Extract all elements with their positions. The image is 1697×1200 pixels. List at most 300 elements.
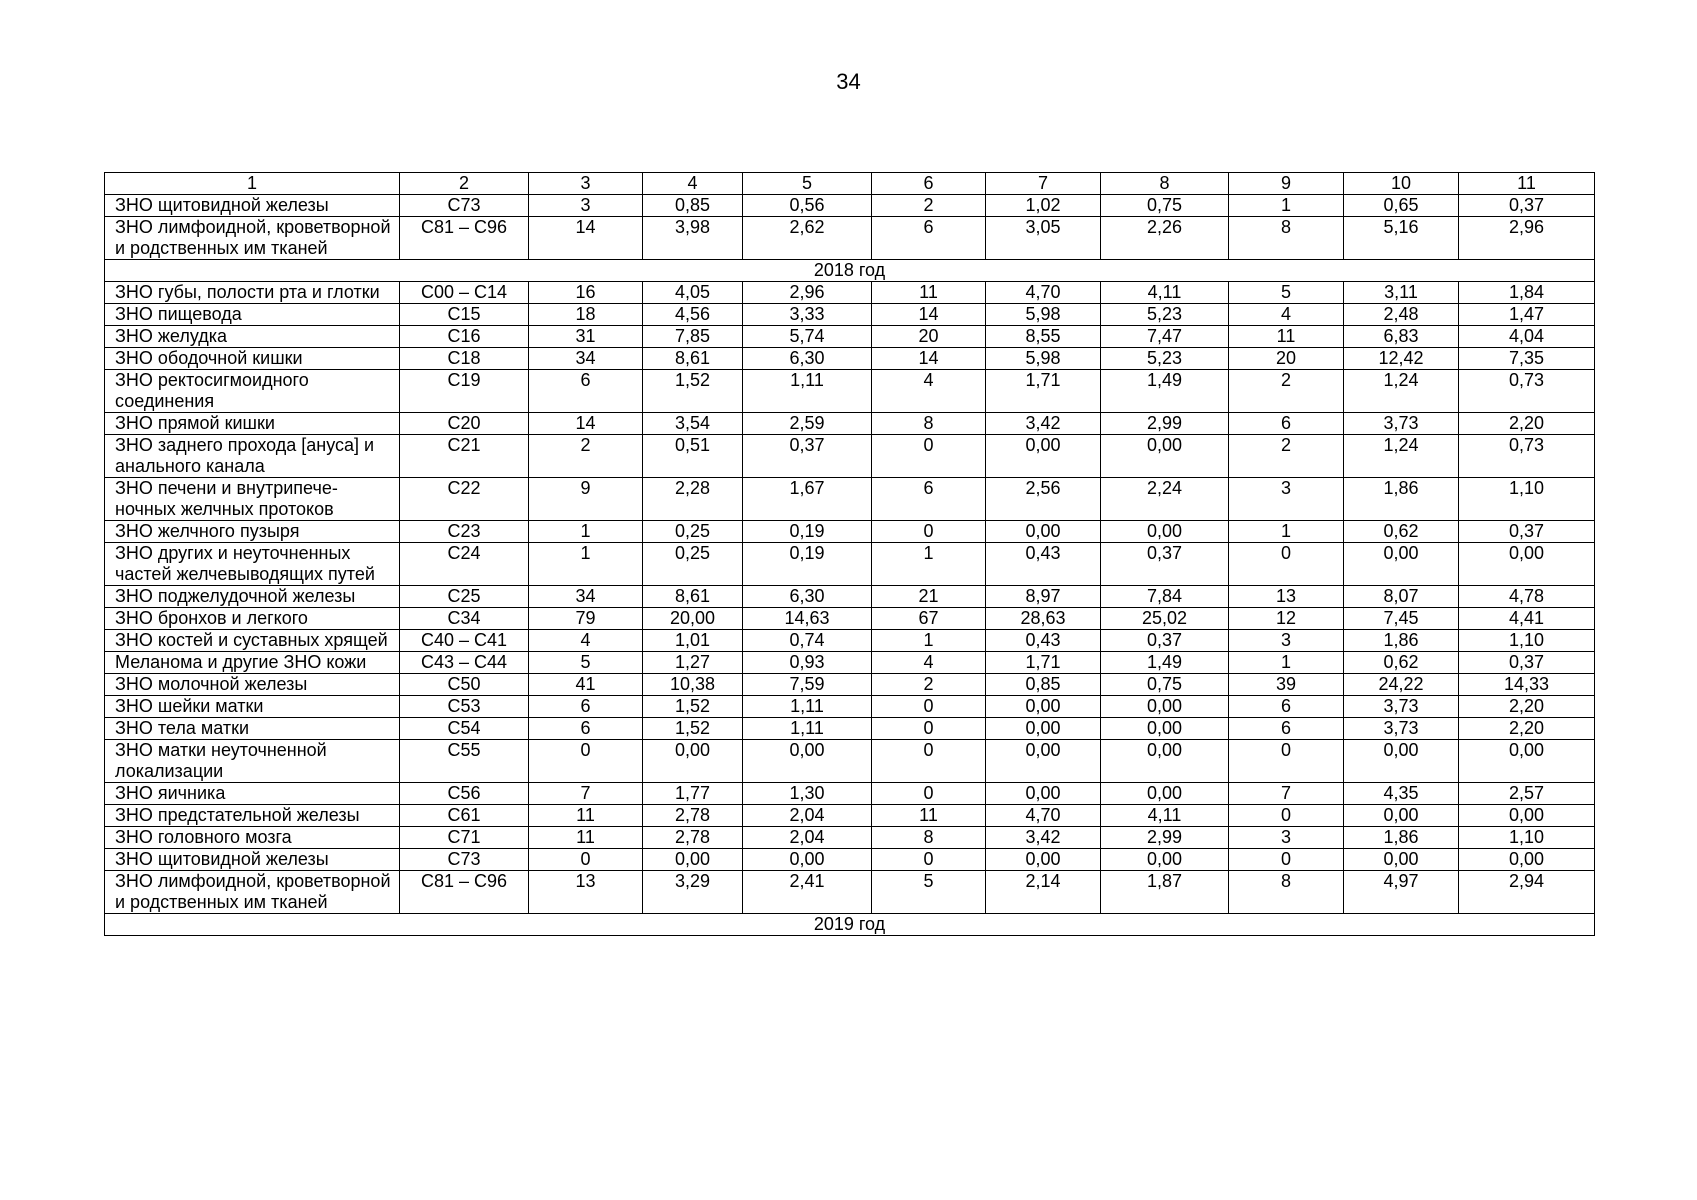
cell-name: ЗНО шейки матки (105, 696, 400, 718)
cell-col11: 2,57 (1459, 783, 1595, 805)
cell-col8: 5,23 (1101, 304, 1229, 326)
cell-code: C20 (400, 413, 529, 435)
cell-col7: 0,43 (986, 543, 1101, 586)
cell-code: C19 (400, 370, 529, 413)
cell-col3: 6 (529, 370, 643, 413)
cell-col5: 2,04 (743, 805, 872, 827)
cell-col4: 0,25 (643, 543, 743, 586)
cell-col6: 0 (872, 696, 986, 718)
cell-col5: 6,30 (743, 348, 872, 370)
cell-col10: 1,86 (1344, 478, 1459, 521)
cell-col9: 7 (1229, 783, 1344, 805)
cell-col7: 3,42 (986, 413, 1101, 435)
cell-col6: 4 (872, 370, 986, 413)
cell-col6: 8 (872, 827, 986, 849)
cell-col7: 8,97 (986, 586, 1101, 608)
cell-col8: 0,00 (1101, 521, 1229, 543)
cell-col5: 0,19 (743, 521, 872, 543)
cell-col6: 0 (872, 849, 986, 871)
cell-col9: 1 (1229, 652, 1344, 674)
cell-col7: 5,98 (986, 304, 1101, 326)
cell-col8: 0,00 (1101, 849, 1229, 871)
cell-col4: 1,52 (643, 370, 743, 413)
cell-col11: 2,20 (1459, 718, 1595, 740)
cell-col11: 2,20 (1459, 413, 1595, 435)
cell-col5: 2,04 (743, 827, 872, 849)
table-row (105, 827, 1595, 849)
table-row (105, 805, 1595, 827)
cell-col6: 0 (872, 435, 986, 478)
cell-col9: 0 (1229, 740, 1344, 783)
cell-col7: 2,14 (986, 871, 1101, 914)
column-number-1: 1 (105, 173, 400, 195)
cell-code: C56 (400, 783, 529, 805)
cell-col9: 8 (1229, 871, 1344, 914)
cell-name: ЗНО ободочной кишки (105, 348, 400, 370)
cell-col3: 7 (529, 783, 643, 805)
cell-col5: 0,74 (743, 630, 872, 652)
cell-col8: 5,23 (1101, 348, 1229, 370)
cell-col3: 11 (529, 805, 643, 827)
cell-col4: 3,98 (643, 217, 743, 260)
cell-col10: 1,24 (1344, 435, 1459, 478)
cell-col9: 1 (1229, 195, 1344, 217)
cell-name: ЗНО лимфоидной, кроветворной и родственных им тканей (105, 871, 400, 914)
cell-col10: 3,11 (1344, 282, 1459, 304)
cell-col7: 0,00 (986, 718, 1101, 740)
cell-code: C15 (400, 304, 529, 326)
cell-col4: 4,56 (643, 304, 743, 326)
cell-col9: 11 (1229, 326, 1344, 348)
cell-col6: 1 (872, 630, 986, 652)
table-row (105, 304, 1595, 326)
cell-col6: 5 (872, 871, 986, 914)
cell-col10: 4,35 (1344, 783, 1459, 805)
cell-col4: 8,61 (643, 586, 743, 608)
cell-name: ЗНО предстательной железы (105, 805, 400, 827)
cell-col8: 25,02 (1101, 608, 1229, 630)
cell-col10: 0,62 (1344, 652, 1459, 674)
cell-col3: 79 (529, 608, 643, 630)
cell-col3: 16 (529, 282, 643, 304)
cell-col4: 0,00 (643, 740, 743, 783)
cell-col8: 2,99 (1101, 413, 1229, 435)
cell-code: C71 (400, 827, 529, 849)
cell-col11: 4,78 (1459, 586, 1595, 608)
cell-col3: 14 (529, 413, 643, 435)
cell-col9: 5 (1229, 282, 1344, 304)
table-row (105, 849, 1595, 871)
cell-col6: 11 (872, 282, 986, 304)
cell-col4: 3,54 (643, 413, 743, 435)
cell-col4: 1,27 (643, 652, 743, 674)
cell-col5: 1,67 (743, 478, 872, 521)
column-number-4: 4 (643, 173, 743, 195)
cell-code: C24 (400, 543, 529, 586)
table-row (105, 674, 1595, 696)
cell-col8: 2,24 (1101, 478, 1229, 521)
column-number-5: 5 (743, 173, 872, 195)
cell-col7: 0,00 (986, 783, 1101, 805)
table-row (105, 696, 1595, 718)
cell-name: ЗНО молочной железы (105, 674, 400, 696)
cell-col7: 5,98 (986, 348, 1101, 370)
cell-col9: 0 (1229, 543, 1344, 586)
cell-col5: 0,56 (743, 195, 872, 217)
cell-col9: 4 (1229, 304, 1344, 326)
cell-col5: 1,11 (743, 696, 872, 718)
cell-code: C00 – C14 (400, 282, 529, 304)
cell-col11: 0,00 (1459, 740, 1595, 783)
column-number-9: 9 (1229, 173, 1344, 195)
cell-col6: 21 (872, 586, 986, 608)
cell-col6: 2 (872, 674, 986, 696)
cell-col10: 1,86 (1344, 827, 1459, 849)
cell-name: Меланома и другие ЗНО кожи (105, 652, 400, 674)
cell-col10: 24,22 (1344, 674, 1459, 696)
cell-col4: 0,25 (643, 521, 743, 543)
cell-col6: 67 (872, 608, 986, 630)
cell-col10: 3,73 (1344, 718, 1459, 740)
cell-code: C50 (400, 674, 529, 696)
cell-col9: 0 (1229, 805, 1344, 827)
cell-col5: 2,41 (743, 871, 872, 914)
cell-name: ЗНО лимфоидной, кроветворной и родственных им тканей (105, 217, 400, 260)
cell-col4: 20,00 (643, 608, 743, 630)
column-number-11: 11 (1459, 173, 1595, 195)
column-number-3: 3 (529, 173, 643, 195)
cell-name: ЗНО головного мозга (105, 827, 400, 849)
cell-col9: 39 (1229, 674, 1344, 696)
column-number-6: 6 (872, 173, 986, 195)
cell-col4: 2,78 (643, 805, 743, 827)
cell-col3: 6 (529, 718, 643, 740)
cell-col7: 4,70 (986, 282, 1101, 304)
cell-col8: 2,99 (1101, 827, 1229, 849)
cell-col6: 0 (872, 783, 986, 805)
cell-code: C73 (400, 849, 529, 871)
column-number-7: 7 (986, 173, 1101, 195)
table-row (105, 783, 1595, 805)
cell-name: ЗНО щитовидной железы (105, 849, 400, 871)
cell-name: ЗНО заднего прохода [ануса] и анального канала (105, 435, 400, 478)
cell-col10: 0,65 (1344, 195, 1459, 217)
cell-name: ЗНО костей и суставных хрящей (105, 630, 400, 652)
cell-col8: 0,00 (1101, 435, 1229, 478)
cell-col7: 0,00 (986, 435, 1101, 478)
cell-col11: 0,00 (1459, 849, 1595, 871)
cell-col5: 1,11 (743, 718, 872, 740)
cell-col6: 11 (872, 805, 986, 827)
cell-col10: 0,62 (1344, 521, 1459, 543)
cell-col7: 0,00 (986, 740, 1101, 783)
cell-col4: 4,05 (643, 282, 743, 304)
cell-col10: 6,83 (1344, 326, 1459, 348)
cell-col8: 1,87 (1101, 871, 1229, 914)
cell-col9: 6 (1229, 718, 1344, 740)
cell-col10: 12,42 (1344, 348, 1459, 370)
cell-col8: 7,47 (1101, 326, 1229, 348)
cell-code: C43 – C44 (400, 652, 529, 674)
cell-col4: 7,85 (643, 326, 743, 348)
cell-col9: 2 (1229, 435, 1344, 478)
table-row (105, 608, 1595, 630)
cell-col10: 0,00 (1344, 805, 1459, 827)
cell-col4: 1,52 (643, 718, 743, 740)
cell-name: ЗНО пищевода (105, 304, 400, 326)
cell-col8: 1,49 (1101, 652, 1229, 674)
cell-col5: 6,30 (743, 586, 872, 608)
cell-col7: 3,42 (986, 827, 1101, 849)
cell-col5: 3,33 (743, 304, 872, 326)
column-number-2: 2 (400, 173, 529, 195)
cell-code: C22 (400, 478, 529, 521)
cell-col5: 1,11 (743, 370, 872, 413)
cell-code: C16 (400, 326, 529, 348)
cell-col4: 2,78 (643, 827, 743, 849)
cell-name: ЗНО щитовидной железы (105, 195, 400, 217)
cell-col5: 5,74 (743, 326, 872, 348)
cell-code: C18 (400, 348, 529, 370)
cell-col3: 11 (529, 827, 643, 849)
table-row (105, 282, 1595, 304)
cell-col10: 7,45 (1344, 608, 1459, 630)
cell-col6: 8 (872, 413, 986, 435)
cell-col10: 1,24 (1344, 370, 1459, 413)
cell-col11: 1,47 (1459, 304, 1595, 326)
cell-col11: 2,96 (1459, 217, 1595, 260)
cell-col4: 1,01 (643, 630, 743, 652)
cell-col5: 0,37 (743, 435, 872, 478)
cell-name: ЗНО матки неуточненной локализации (105, 740, 400, 783)
cell-col7: 3,05 (986, 217, 1101, 260)
cell-col5: 0,19 (743, 543, 872, 586)
cell-col6: 20 (872, 326, 986, 348)
cell-col3: 1 (529, 521, 643, 543)
cell-col9: 12 (1229, 608, 1344, 630)
cell-col11: 1,10 (1459, 630, 1595, 652)
cell-col7: 0,00 (986, 696, 1101, 718)
cell-col11: 0,00 (1459, 805, 1595, 827)
cell-col7: 1,71 (986, 652, 1101, 674)
cell-col8: 0,37 (1101, 630, 1229, 652)
cell-name: ЗНО яичника (105, 783, 400, 805)
cell-col4: 2,28 (643, 478, 743, 521)
cell-col4: 8,61 (643, 348, 743, 370)
year-label: 2018 год (105, 260, 1595, 282)
table-row (105, 652, 1595, 674)
cell-col4: 0,85 (643, 195, 743, 217)
cell-col9: 3 (1229, 630, 1344, 652)
cell-col4: 0,00 (643, 849, 743, 871)
cell-col8: 2,26 (1101, 217, 1229, 260)
cell-col3: 31 (529, 326, 643, 348)
cell-col6: 1 (872, 543, 986, 586)
cell-col10: 1,86 (1344, 630, 1459, 652)
cell-code: C81 – C96 (400, 871, 529, 914)
cell-col11: 2,94 (1459, 871, 1595, 914)
cell-col3: 34 (529, 348, 643, 370)
cell-col6: 2 (872, 195, 986, 217)
cell-col3: 34 (529, 586, 643, 608)
cell-col5: 0,00 (743, 740, 872, 783)
cell-col3: 41 (529, 674, 643, 696)
cell-col11: 0,73 (1459, 370, 1595, 413)
cell-col7: 1,02 (986, 195, 1101, 217)
table-row (105, 871, 1595, 914)
cell-col8: 0,00 (1101, 783, 1229, 805)
cell-col5: 0,00 (743, 849, 872, 871)
table-row (105, 718, 1595, 740)
cell-col10: 2,48 (1344, 304, 1459, 326)
cell-col7: 0,85 (986, 674, 1101, 696)
cell-col8: 1,49 (1101, 370, 1229, 413)
cell-name: ЗНО прямой кишки (105, 413, 400, 435)
cell-col8: 4,11 (1101, 282, 1229, 304)
cell-col3: 2 (529, 435, 643, 478)
cell-col8: 0,00 (1101, 696, 1229, 718)
page-number: 34 (836, 69, 861, 94)
cell-col6: 14 (872, 348, 986, 370)
cell-col8: 0,00 (1101, 718, 1229, 740)
cell-col10: 5,16 (1344, 217, 1459, 260)
cell-col3: 5 (529, 652, 643, 674)
cell-col4: 10,38 (643, 674, 743, 696)
cell-col5: 2,59 (743, 413, 872, 435)
cell-col9: 13 (1229, 586, 1344, 608)
cell-col11: 2,20 (1459, 696, 1595, 718)
cell-col6: 0 (872, 718, 986, 740)
cell-name: ЗНО губы, полости рта и глотки (105, 282, 400, 304)
cell-code: C81 – C96 (400, 217, 529, 260)
column-number-8: 8 (1101, 173, 1229, 195)
cell-col5: 0,93 (743, 652, 872, 674)
cell-col11: 0,37 (1459, 195, 1595, 217)
cell-code: C21 (400, 435, 529, 478)
cell-code: C34 (400, 608, 529, 630)
cell-col10: 3,73 (1344, 413, 1459, 435)
cell-col11: 0,73 (1459, 435, 1595, 478)
table-row (105, 586, 1595, 608)
cell-col11: 7,35 (1459, 348, 1595, 370)
cell-col3: 4 (529, 630, 643, 652)
cell-col9: 3 (1229, 478, 1344, 521)
cell-col6: 6 (872, 217, 986, 260)
table-row (105, 217, 1595, 260)
cell-code: C54 (400, 718, 529, 740)
cell-code: C23 (400, 521, 529, 543)
cell-code: C73 (400, 195, 529, 217)
cell-col3: 13 (529, 871, 643, 914)
cell-name: ЗНО желчного пузыря (105, 521, 400, 543)
table-row (105, 326, 1595, 348)
cell-col6: 0 (872, 740, 986, 783)
cell-col10: 0,00 (1344, 543, 1459, 586)
cell-col9: 20 (1229, 348, 1344, 370)
cell-col5: 14,63 (743, 608, 872, 630)
cell-name: ЗНО других и неуточненных частей желчевыводящих путей (105, 543, 400, 586)
table-row (105, 478, 1595, 521)
cell-col6: 14 (872, 304, 986, 326)
cell-col8: 7,84 (1101, 586, 1229, 608)
cell-col11: 0,00 (1459, 543, 1595, 586)
cell-col9: 8 (1229, 217, 1344, 260)
table-row (105, 348, 1595, 370)
cell-col6: 4 (872, 652, 986, 674)
cell-col8: 0,00 (1101, 740, 1229, 783)
cell-col7: 0,43 (986, 630, 1101, 652)
table-header-row (105, 173, 1595, 195)
year-section-row (105, 914, 1595, 936)
cell-col10: 8,07 (1344, 586, 1459, 608)
cell-name: ЗНО поджелудочной железы (105, 586, 400, 608)
cell-col10: 3,73 (1344, 696, 1459, 718)
cell-col8: 0,75 (1101, 195, 1229, 217)
table-row (105, 435, 1595, 478)
cell-col11: 0,37 (1459, 521, 1595, 543)
cell-col5: 7,59 (743, 674, 872, 696)
cell-col11: 1,84 (1459, 282, 1595, 304)
cell-col10: 0,00 (1344, 740, 1459, 783)
cell-col10: 4,97 (1344, 871, 1459, 914)
cell-col7: 0,00 (986, 521, 1101, 543)
cell-name: ЗНО ректосигмоидного соединения (105, 370, 400, 413)
cell-col4: 1,52 (643, 696, 743, 718)
table-row (105, 543, 1595, 586)
year-label: 2019 год (105, 914, 1595, 936)
cell-col3: 0 (529, 849, 643, 871)
cell-col8: 0,37 (1101, 543, 1229, 586)
cell-col9: 6 (1229, 696, 1344, 718)
cell-col11: 4,04 (1459, 326, 1595, 348)
cell-col7: 1,71 (986, 370, 1101, 413)
column-number-10: 10 (1344, 173, 1459, 195)
cell-col9: 3 (1229, 827, 1344, 849)
cell-col6: 0 (872, 521, 986, 543)
table-row (105, 195, 1595, 217)
cell-col3: 18 (529, 304, 643, 326)
cell-col7: 2,56 (986, 478, 1101, 521)
cell-col11: 0,37 (1459, 652, 1595, 674)
cell-name: ЗНО тела матки (105, 718, 400, 740)
cell-col7: 4,70 (986, 805, 1101, 827)
cell-col5: 1,30 (743, 783, 872, 805)
cell-col7: 8,55 (986, 326, 1101, 348)
cell-col3: 1 (529, 543, 643, 586)
cell-code: C55 (400, 740, 529, 783)
cell-col3: 0 (529, 740, 643, 783)
cell-code: C53 (400, 696, 529, 718)
cell-col5: 2,96 (743, 282, 872, 304)
cell-code: C25 (400, 586, 529, 608)
cell-col4: 3,29 (643, 871, 743, 914)
cell-col3: 6 (529, 696, 643, 718)
cell-col11: 1,10 (1459, 478, 1595, 521)
cell-name: ЗНО бронхов и легкого (105, 608, 400, 630)
cell-col11: 1,10 (1459, 827, 1595, 849)
table-row (105, 521, 1595, 543)
cell-code: C61 (400, 805, 529, 827)
cell-name: ЗНО желудка (105, 326, 400, 348)
cell-col9: 2 (1229, 370, 1344, 413)
cell-col9: 0 (1229, 849, 1344, 871)
cell-col3: 3 (529, 195, 643, 217)
cell-col8: 4,11 (1101, 805, 1229, 827)
table-row (105, 740, 1595, 783)
cell-col11: 4,41 (1459, 608, 1595, 630)
cell-col9: 1 (1229, 521, 1344, 543)
cell-col6: 6 (872, 478, 986, 521)
